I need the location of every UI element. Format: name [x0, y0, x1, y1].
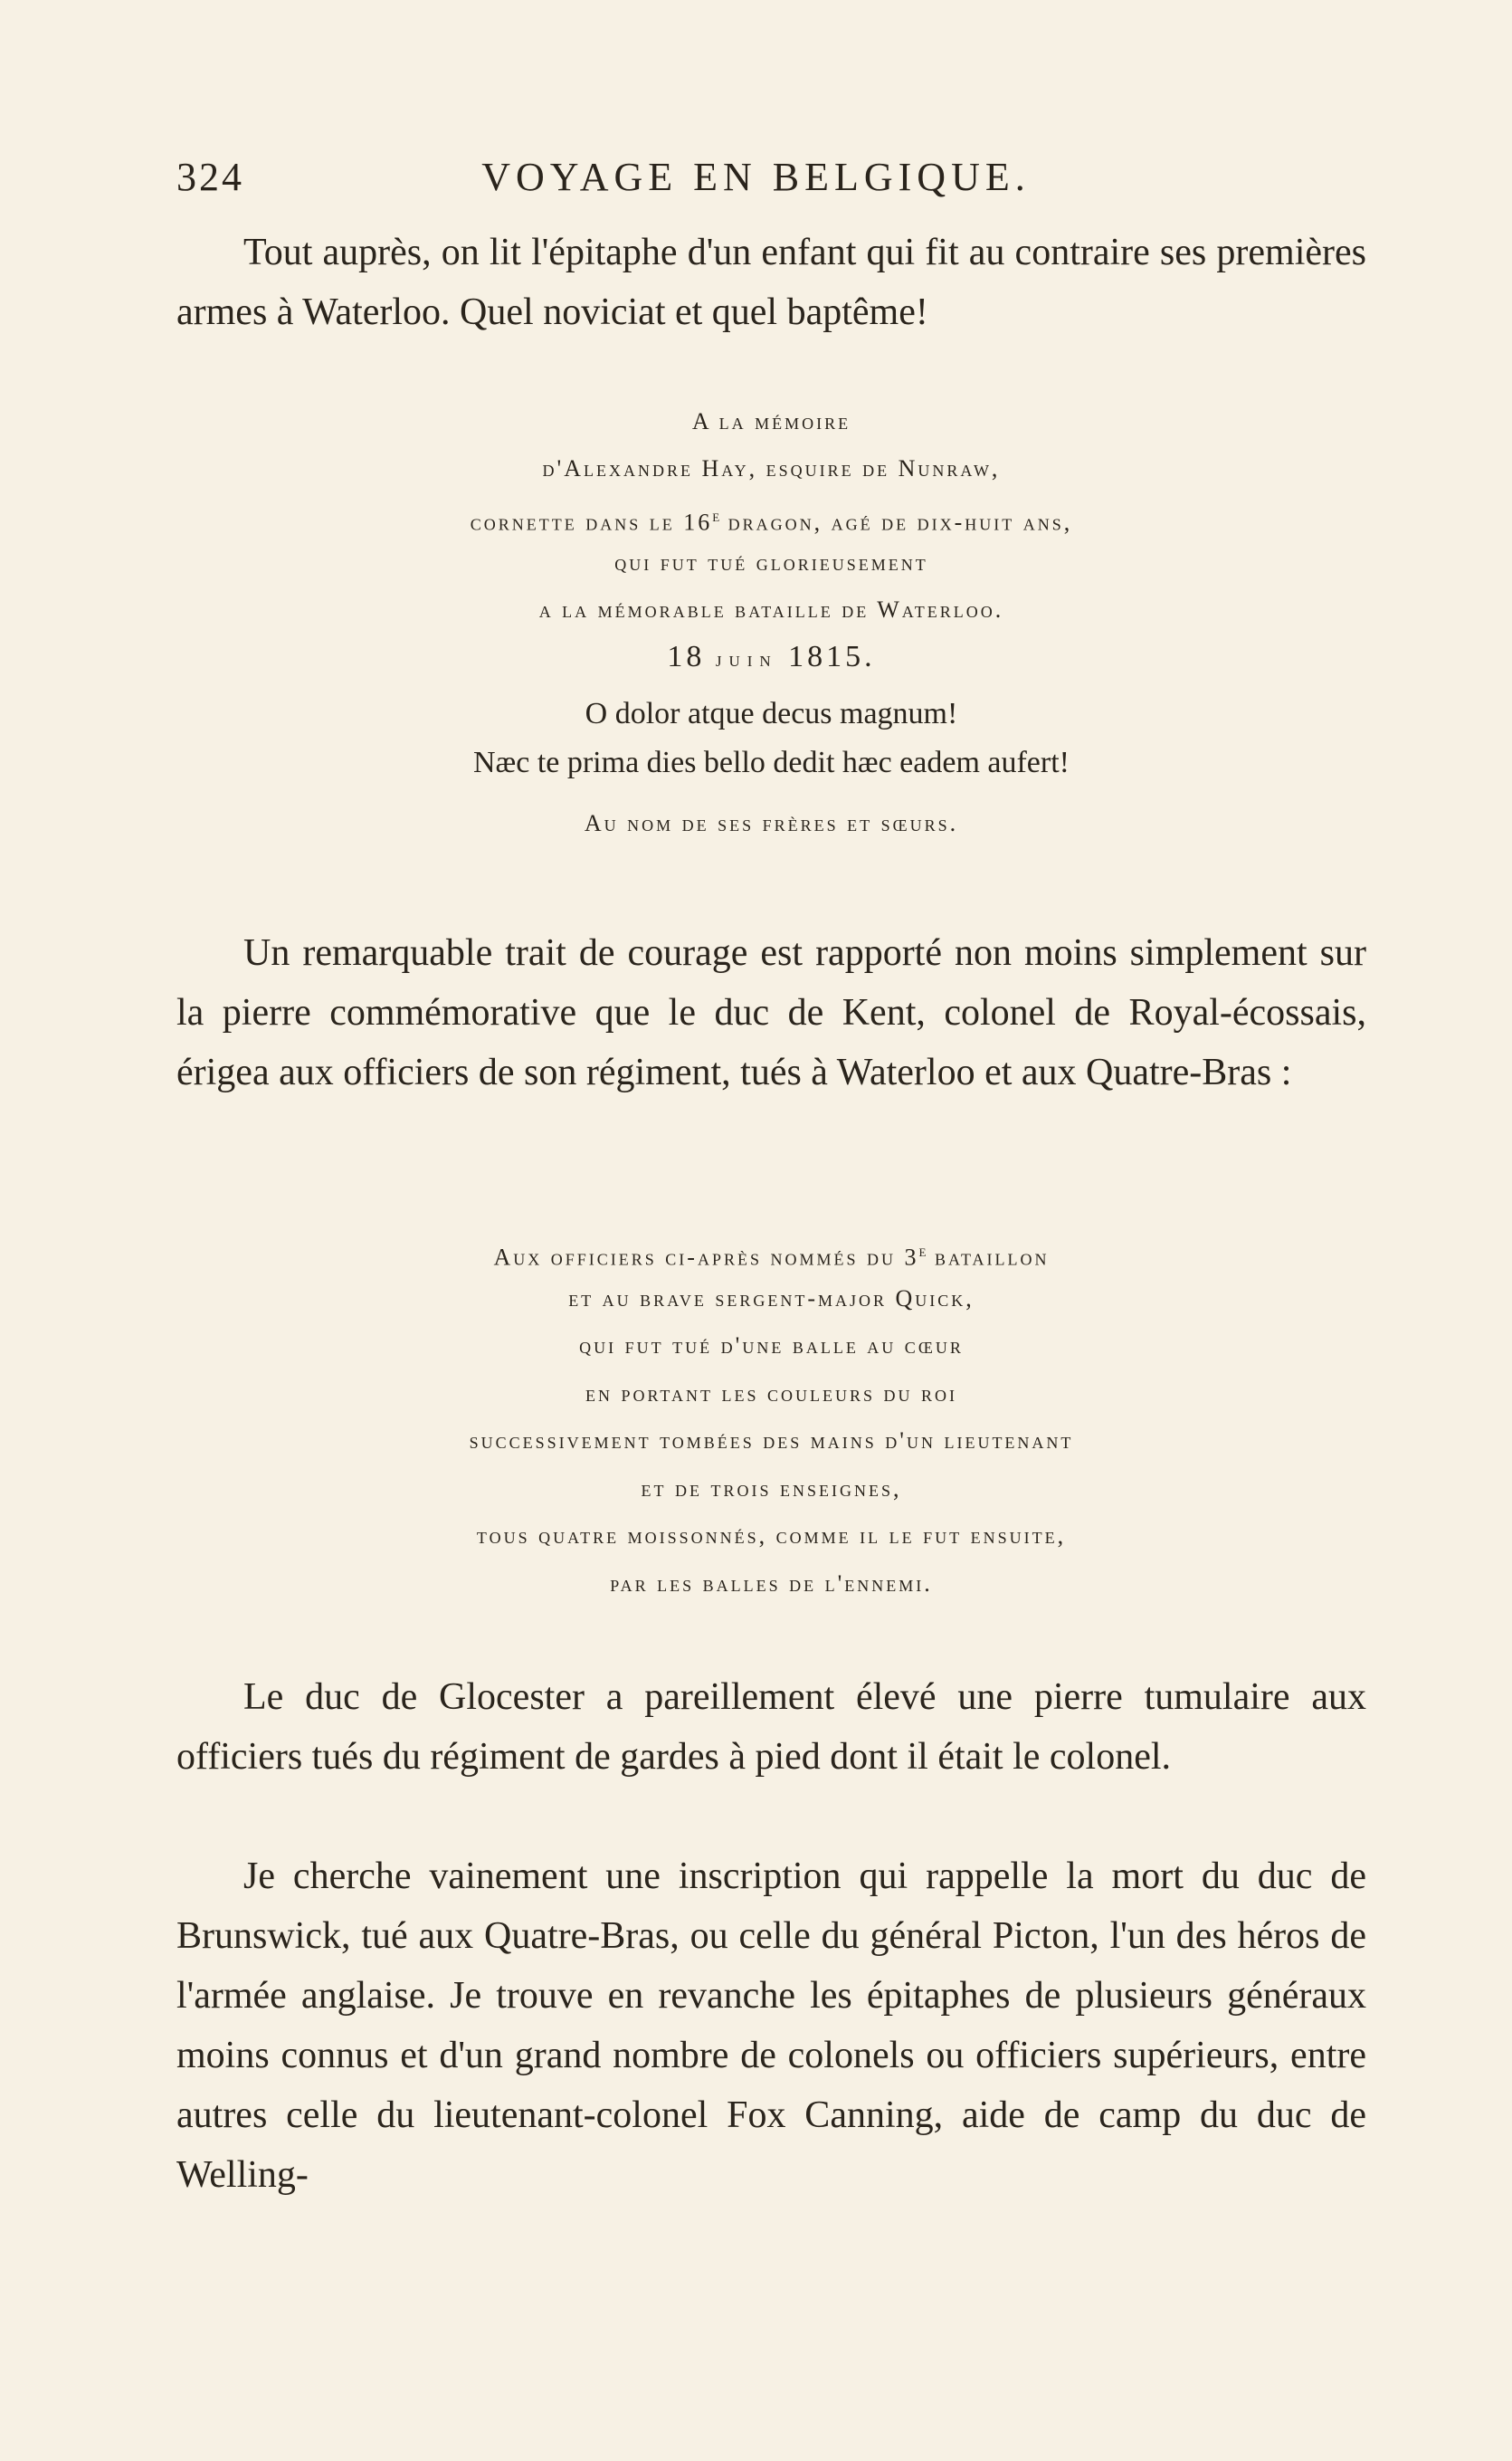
paragraph-4: Je cherche vainement une inscription qui rappelle la mort du duc de Brunswick, tué aux Quatre-Bras, ou celle du général Picton, l'un des héros de l'armée anglaise. Je trouve en revanche les épitaphes de plusieurs généraux moins connus et d'un grand nombre de colonels ou officiers supérieurs, entre autres celle du lieutenant-colonel Fox Canning, aide de camp du duc de Welling-: [176, 1855, 1366, 2196]
epitaph-hay-line-3-after: dragon, agé de dix-huit ans,: [719, 509, 1073, 536]
memorial-line-1-after: bataillon: [926, 1244, 1050, 1271]
memorial-lines: [176, 1227, 1366, 1607]
epitaph-hay: [176, 398, 1366, 847]
epitaph-hay-signature: Au nom de ses frères et sœurs.: [584, 810, 959, 836]
epitaph-hay-lines: [176, 398, 1366, 634]
running-title: VOYAGE EN BELGIQUE.: [481, 155, 1031, 199]
epitaph-hay-line-3: [176, 492, 1366, 539]
memorial-royal-ecossais: [176, 1227, 1366, 1607]
paragraph-3: Le duc de Glocester a pareillement élevé une pierre tumulaire aux officiers tués du régiment de gardes à pied dont il était le colonel.: [176, 1676, 1366, 1778]
date-month: juin: [715, 648, 778, 672]
memorial-line-4: en portant les couleurs du roi: [585, 1379, 957, 1407]
memorial-line-2: et au brave sergent-major Quick,: [568, 1284, 975, 1312]
latin-line-1: O dolor atque decus magnum!: [585, 697, 958, 730]
memorial-line-6: et de trois enseignes,: [641, 1474, 902, 1502]
paragraph-1-block: [176, 223, 1366, 342]
page-number: 324: [176, 155, 244, 199]
memorial-line-1: [176, 1227, 1366, 1275]
paragraph-3-block: [176, 1667, 1366, 1787]
memorial-line-5: successivement tombées des mains d'un lieutenant: [469, 1427, 1074, 1454]
epitaph-hay-line-1: A la mémoire: [691, 408, 851, 434]
paragraph-4-block: [176, 1846, 1366, 2205]
date-day: 18: [667, 640, 706, 673]
memorial-line-7: tous quatre moissonnés, comme il le fut ensuite,: [476, 1522, 1067, 1549]
date-year: 1815.: [788, 640, 876, 673]
epitaph-hay-line-3-sup: e: [712, 507, 720, 525]
epitaph-hay-line-5: a la mémorable bataille de Waterloo.: [538, 596, 1004, 623]
paragraph-2: Un remarquable trait de courage est rapporté non moins simplement sur la pierre commémorative que le duc de Kent, colonel de Royal-écossais, érigea aux officiers de son régiment, tués à Waterloo et aux Quatre-Bras :: [176, 932, 1366, 1093]
epitaph-hay-line-2: d'Alexandre Hay, esquire de Nunraw,: [542, 455, 1001, 482]
paragraph-1: Tout auprès, on lit l'épitaphe d'un enfant qui fit au contraire ses premières armes à Waterloo. Quel noviciat et quel baptême!: [176, 232, 1366, 333]
epitaph-hay-line-4: qui fut tué glorieusement: [614, 549, 928, 576]
paragraph-2-block: [176, 923, 1366, 1102]
memorial-line-8: par les balles de l'ennemi.: [610, 1569, 933, 1597]
latin-line-2: Næc te prima dies bello dedit hæc eadem aufert!: [473, 746, 1070, 779]
memorial-line-1-before: Aux officiers ci-après nommés du 3: [493, 1244, 919, 1271]
epitaph-hay-date: [176, 634, 1366, 681]
running-head: [176, 154, 1336, 208]
memorial-line-3: qui fut tué d'une balle au cœur: [579, 1332, 964, 1359]
epitaph-hay-line-3-before: cornette dans le 16: [470, 509, 713, 536]
memorial-line-1-sup: e: [918, 1242, 927, 1260]
